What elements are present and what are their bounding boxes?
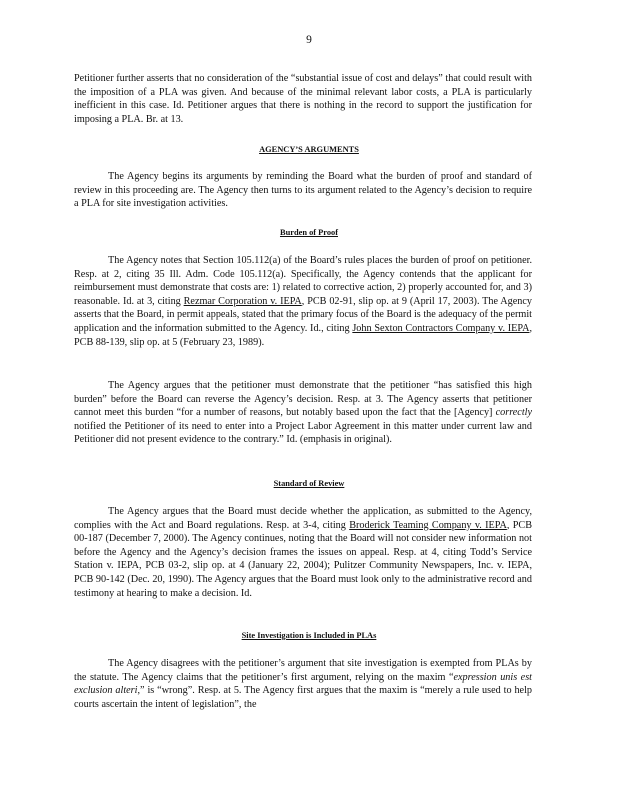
case-citation: John Sexton Contractors Company v. IEPA	[352, 322, 530, 334]
paragraph-burden-section: The Agency notes that Section 105.112(a) of the Board’s rules places the burden of proof on petitioner. Resp. at 2, citing 35 Ill. Adm. Code 105.112(a). Specifically, the Agency contends that the applicant for reimbursement must demonstrate that costs are: 1) related to corrective action, 2) properly accounted for, and 3) reasonable. Id. at 3, citing Rezmar Corporation v. IEPA, PCB 02-91, slip op. at 9 (April 17, 2003). The Agency asserts that the Board, in permit appeals, stated that the primary focus of the Board is the adequacy of the permit application and the information submitted to the Agency. Id., citing John Sexton Contractors Company v. IEPA, PCB 88-139, slip op. at 5 (February 23, 1989).	[74, 255, 533, 348]
heading-burden-of-proof: Burden of Proof	[279, 228, 338, 237]
paragraph-text: The Agency begins its arguments by reminding the Board what the burden of proof and standard of review in this proceeding are. The Agency then turns to its argument related to the Agency’s decision to require a PLA for site investigation activities.	[74, 171, 532, 210]
paragraph-site-investigation: The Agency disagrees with the petitioner’s argument that site investigation is exempted from PLAs by the statute. The Agency claims that the petitioner’s first argument, relying on the maxim “expression unis est exclusion alteri,” is “wrong”. Resp. at 5. The Agency first argues that the maxim is “merely a rule used to help courts ascertain the intent of legislation”, the	[74, 658, 532, 710]
emphasis-text: correctly	[495, 407, 533, 419]
page-number: 9	[306, 34, 312, 46]
paragraph-petitioner-cost-argument	[74, 72, 532, 126]
heading-site-investigation: Site Investigation is Included in PLAs	[241, 631, 377, 640]
paragraph-high-burden: The Agency argues that the petitioner must demonstrate that the petitioner “has satisfied this high burden” before the Board can reverse the Agency’s decision. Resp. at 3. The Agency asserts that petitioner cannot meet this burden “for a number of reasons, but notably based upon the fact that the [Agency] correctly notified the Petitioner of its need to enter into a Project Labor Agreement in this matter under current law and Petitioner did not present evidence to the contrary.” Id. (emphasis in original).	[74, 380, 533, 446]
paragraph-text: Petitioner further asserts that no consideration of the “substantial issue of cost and delays” that could result with the imposition of a PLA was given. And because of the minimal relevant labor costs, a PLA is particularly inefficient in this case. Id. Petitioner argues that there is nothing in the record to support the justification for imposing a PLA. Br. at 13.	[74, 73, 532, 125]
paragraph-standard-review: The Agency argues that the Board must decide whether the application, as submitted to the Agency, complies with the Act and Board regulations. Resp. at 3-4, citing Broderick Teaming Company v. IEPA, PCB 00-187 (December 7, 2000). The Agency continues, noting that the Board will not consider new information not before the Agency and the Agency’s decision frames the issues on appeal. Resp. at 4, citing Todd’s Service Station v. IEPA, PCB 03-2, slip op. at 4 (January 22, 2004); Pulitzer Community Newspapers, Inc. v. IEPA, PCB 90-142 (Dec. 20, 1990). The Agency argues that the Board must look only to the administrative record and testimony at hearing to make a decision. Id.	[74, 506, 533, 599]
case-citation: Rezmar Corporation v. IEPA	[183, 295, 302, 307]
heading-standard-of-review: Standard of Review	[273, 479, 345, 488]
case-citation: Broderick Teaming Company v. IEPA	[349, 519, 507, 531]
heading-agency-arguments: AGENCY’S ARGUMENTS	[259, 145, 359, 154]
paragraph-agency-intro	[74, 170, 532, 211]
latin-maxim: expression unis est exclusion alteri	[74, 671, 532, 697]
